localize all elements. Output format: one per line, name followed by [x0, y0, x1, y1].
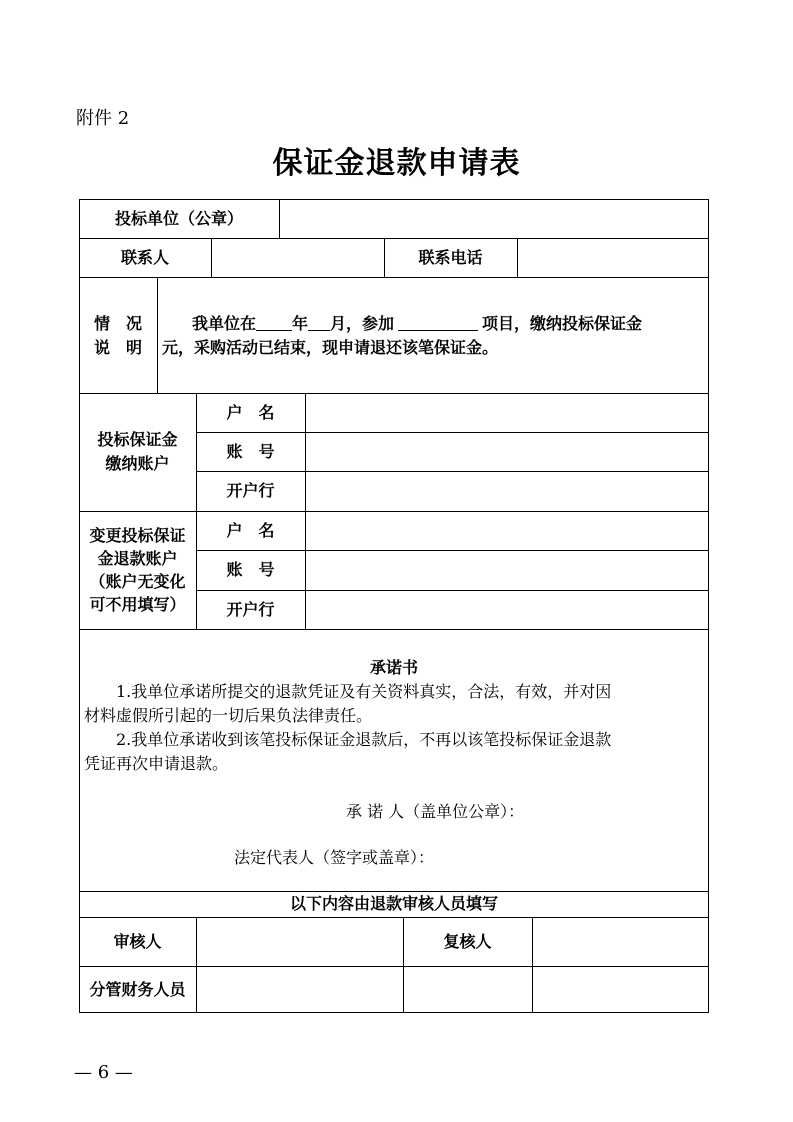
bidder-unit-field[interactable] — [279, 199, 709, 238]
deposit-account-name-label: 户 名 — [226, 402, 275, 422]
situation-text — [162, 312, 707, 360]
promisor-signature-line: 承 诺 人（盖单位公章）： — [346, 802, 525, 821]
legal-rep-signature-line: 法定代表人（签字或盖章）： — [234, 848, 435, 867]
reviewer-label: 审核人 — [113, 931, 162, 951]
situation-text-part1: 我单位在 — [192, 314, 257, 333]
finance-field[interactable] — [196, 966, 403, 1013]
deposit-account-number-field[interactable] — [305, 432, 709, 471]
changed-account-label-line3: （账户无变化 — [89, 572, 186, 591]
deposit-account-label-line2: 缴纳账户 — [105, 454, 170, 473]
deposit-account-bank-field[interactable] — [305, 471, 709, 511]
deposit-account-bank-label: 开户行 — [226, 481, 275, 500]
page-title: 保证金退款申请表 — [272, 146, 521, 181]
page-number: — 6 — — [74, 1062, 133, 1083]
finance-label: 分管财务人员 — [89, 979, 186, 999]
attachment-label: 附件 2 — [76, 108, 130, 129]
commitment-item1-line2: 材料虚假所引起的一切后果负法律责任。 — [84, 706, 373, 725]
changed-account-label — [79, 511, 196, 629]
changed-account-label-line1: 变更投标保证 — [89, 526, 186, 545]
bidder-unit-label: 投标单位（公章） — [114, 208, 243, 228]
changed-account-bank-label: 开户行 — [226, 599, 275, 619]
changed-account-number-label: 账 号 — [226, 560, 275, 579]
finance-extra-field-1[interactable] — [403, 966, 532, 1013]
project-blank[interactable] — [398, 314, 478, 331]
changed-account-bank-field[interactable] — [305, 590, 709, 629]
changed-account-name-field[interactable] — [305, 511, 709, 550]
situation-text-part4: 项目，缴纳投标保证金 — [482, 314, 643, 333]
phone-label: 联系电话 — [418, 247, 483, 267]
commitment-item1-line1: 1.我单位承诺所提交的退款凭证及有关资料真实，合法，有效，并对因 — [116, 682, 612, 701]
situation-text-part3: 月，参加 — [330, 314, 395, 333]
situation-label-line1: 情 况 — [93, 314, 142, 333]
commitment-body — [84, 680, 706, 776]
phone-field[interactable] — [517, 238, 709, 277]
situation-text-part2: 年 — [292, 314, 309, 333]
changed-account-number-field[interactable] — [305, 550, 709, 590]
changed-account-label-line4: 可不用填写） — [89, 595, 186, 614]
rechecker-field[interactable] — [532, 917, 709, 966]
commitment-item2-line2: 凭证再次申请退款。 — [84, 754, 229, 773]
situation-label-line2: 说 明 — [93, 338, 142, 357]
commitment-heading: 承诺书 — [369, 658, 418, 677]
contact-label: 联系人 — [120, 247, 169, 267]
deposit-account-name-field[interactable] — [305, 393, 709, 432]
deposit-account-number-label: 账 号 — [226, 441, 275, 461]
commitment-item2-line1: 2.我单位承诺收到该笔投标保证金退款后，不再以该笔投标保证金退款 — [116, 730, 612, 749]
review-heading: 以下内容由退款审核人员填写 — [289, 894, 498, 913]
month-blank[interactable] — [308, 314, 330, 331]
situation-text-line2: 元，采购活动已结束，现申请退还该笔保证金。 — [162, 338, 499, 357]
situation-label — [79, 277, 157, 393]
rechecker-label: 复核人 — [443, 931, 492, 951]
changed-account-name-label: 户 名 — [226, 520, 275, 540]
finance-extra-field-2[interactable] — [532, 966, 709, 1013]
reviewer-field[interactable] — [196, 917, 403, 966]
contact-field[interactable] — [211, 238, 384, 277]
changed-account-label-line2: 金退款账户 — [97, 549, 178, 568]
deposit-account-label — [79, 393, 196, 511]
deposit-account-label-line1: 投标保证金 — [97, 430, 178, 449]
year-blank[interactable] — [256, 314, 292, 331]
